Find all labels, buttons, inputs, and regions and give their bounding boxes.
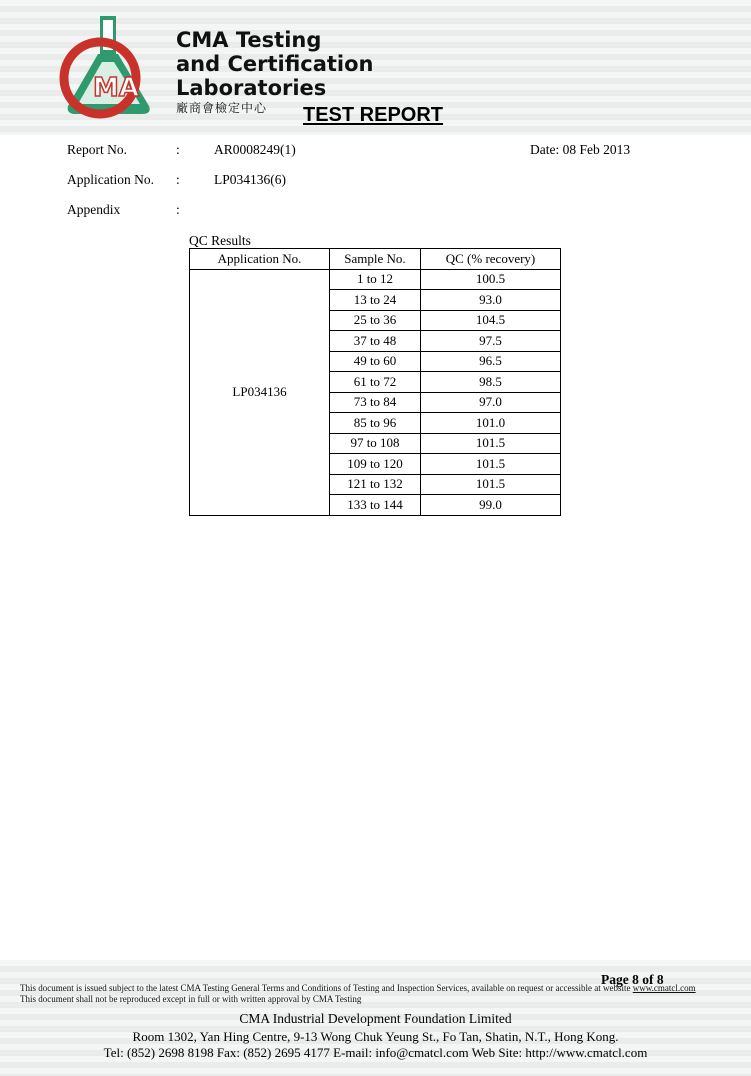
sample-no-cell: 37 to 48 xyxy=(330,331,421,352)
appendix-label: Appendix xyxy=(67,202,121,217)
report-date: Date: 08 Feb 2013 xyxy=(530,142,631,157)
qc-recovery-cell: 93.0 xyxy=(421,290,561,311)
report-no-colon: : xyxy=(176,142,180,157)
qc-recovery-cell: 96.5 xyxy=(421,351,561,372)
qc-results-heading: QC Results xyxy=(189,233,251,248)
qc-recovery-cell: 101.5 xyxy=(421,433,561,454)
organization-contact: Tel: (852) 2698 8198 Fax: (852) 2695 4177 E-mail: info@cmatcl.com Web Site: http://www.cmatcl.com xyxy=(103,1045,648,1060)
qc-recovery-cell: 100.5 xyxy=(421,269,561,290)
qc-recovery-cell: 101.5 xyxy=(421,474,561,495)
sample-no-cell: 97 to 108 xyxy=(330,433,421,454)
page-number: Page 8 of 8 xyxy=(601,972,664,987)
table-header-row xyxy=(190,249,561,270)
brand-line-2: and Certification xyxy=(176,52,374,76)
qc-recovery-cell: 99.0 xyxy=(421,495,561,516)
qc-table-body xyxy=(190,269,561,515)
sample-no-cell: 73 to 84 xyxy=(330,392,421,413)
brand-chinese-name: 廠商會檢定中心 xyxy=(176,101,268,115)
application-no-label: Application No. xyxy=(67,172,154,187)
qc-results-table xyxy=(189,248,561,516)
sample-no-cell: 61 to 72 xyxy=(330,372,421,393)
sample-no-cell: 49 to 60 xyxy=(330,351,421,372)
sample-no-cell: 109 to 120 xyxy=(330,454,421,475)
application-no-value: LP034136(6) xyxy=(214,172,286,187)
disclaimer-website-link[interactable]: www.cmatcl.com xyxy=(632,983,696,993)
brand-line-1: CMA Testing xyxy=(176,28,322,52)
qc-recovery-cell: 97.0 xyxy=(421,392,561,413)
organization-address: Room 1302, Yan Hing Centre, 9-13 Wong Chuk Yeung St., Fo Tan, Shatin, N.T., Hong Kong. xyxy=(132,1029,619,1044)
sample-no-cell: 1 to 12 xyxy=(330,269,421,290)
sample-no-cell: 85 to 96 xyxy=(330,413,421,434)
footer-disclaimer xyxy=(20,983,696,1005)
cma-logo xyxy=(50,14,168,120)
sample-no-cell: 133 to 144 xyxy=(330,495,421,516)
column-header-application-no: Application No. xyxy=(190,249,330,270)
column-header-qc-recovery: QC (% recovery) xyxy=(421,249,561,270)
table-row xyxy=(190,269,561,290)
sample-no-cell: 13 to 24 xyxy=(330,290,421,311)
brand-name xyxy=(176,28,374,100)
qc-recovery-cell: 98.5 xyxy=(421,372,561,393)
sample-no-cell: 121 to 132 xyxy=(330,474,421,495)
logo-letters: MA xyxy=(93,73,139,103)
qc-recovery-cell: 104.5 xyxy=(421,310,561,331)
organization-name: CMA Industrial Development Foundation Limited xyxy=(239,1011,512,1026)
report-no-label: Report No. xyxy=(67,142,127,157)
disclaimer-line-1: This document is issued subject to the latest CMA Testing General Terms and Conditions of Testing and Inspection Services, available on request or accessible at website xyxy=(20,983,631,993)
qc-recovery-cell: 101.0 xyxy=(421,413,561,434)
report-title: TEST REPORT xyxy=(303,104,444,126)
brand-line-3: Laboratories xyxy=(176,76,327,100)
disclaimer-line-2: This document shall not be reproduced except in full or with written approval by CMA Testing xyxy=(20,994,362,1004)
sample-no-cell: 25 to 36 xyxy=(330,310,421,331)
application-no-colon: : xyxy=(176,172,180,187)
qc-recovery-cell: 101.5 xyxy=(421,454,561,475)
report-no-value: AR0008249(1) xyxy=(214,142,296,157)
appendix-colon: : xyxy=(176,202,180,217)
column-header-sample-no: Sample No. xyxy=(330,249,421,270)
qc-recovery-cell: 97.5 xyxy=(421,331,561,352)
application-no-cell: LP034136 xyxy=(190,269,330,515)
